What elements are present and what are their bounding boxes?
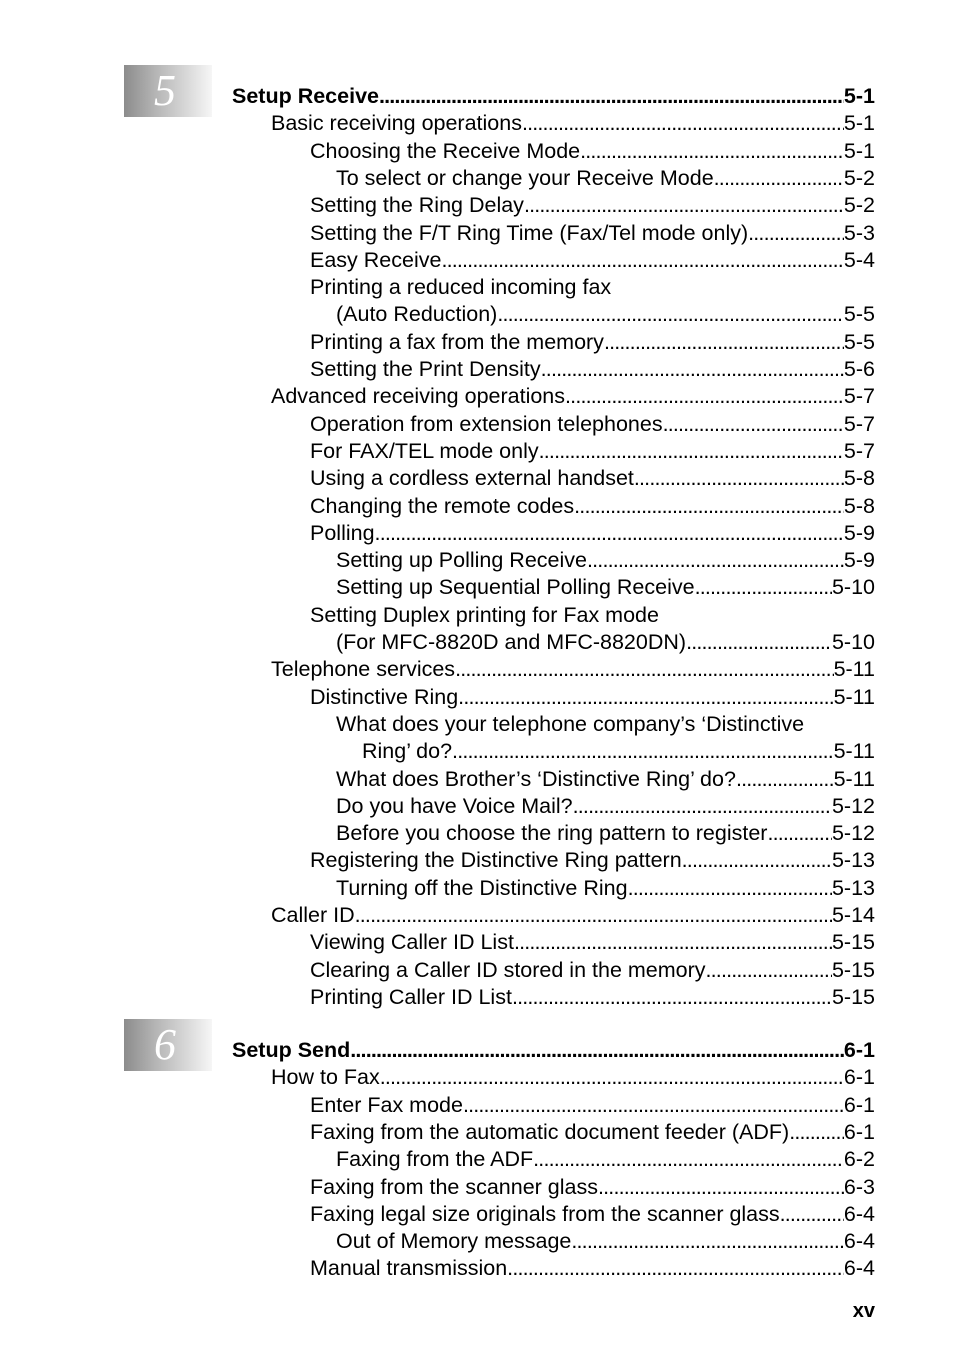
dot-leader: [452, 738, 834, 765]
dot-leader: [663, 411, 844, 438]
dot-leader: [780, 1201, 844, 1228]
toc-page-number: 5-4: [843, 247, 875, 272]
toc-entry-title: Turning off the Distinctive Ring: [336, 875, 628, 900]
toc-entry[interactable]: [310, 520, 875, 547]
toc-entry[interactable]: [271, 383, 875, 410]
toc-page-number: 5-8: [843, 493, 875, 518]
chapter-6-tab: [124, 1019, 212, 1071]
toc-entry-title: Viewing Caller ID List: [310, 930, 514, 955]
toc-entry[interactable]: [271, 110, 875, 137]
toc-entry-title: Enter Fax mode: [310, 1092, 463, 1117]
toc-page-number: 6-4: [843, 1229, 875, 1254]
toc-entry[interactable]: [310, 847, 875, 874]
toc-entry[interactable]: [336, 574, 875, 601]
toc-entry-title: Setting the Ring Delay: [310, 193, 524, 218]
toc-entry[interactable]: [310, 138, 875, 165]
toc-entry-title: Polling: [310, 520, 375, 545]
toc-entry[interactable]: [310, 1092, 875, 1119]
toc-entry[interactable]: [310, 684, 875, 711]
toc-entry-title: Manual transmission: [310, 1256, 508, 1281]
toc-entry[interactable]: [310, 220, 875, 247]
toc-entry-title: Easy Receive: [310, 247, 442, 272]
toc-page-number: 5-15: [831, 957, 875, 982]
toc-page-number: 5-2: [843, 165, 875, 190]
toc-page-number: 5-8: [843, 466, 875, 491]
toc-entry[interactable]: [310, 1119, 875, 1146]
toc-entry-title: What does your telephone company’s ‘Distinctive: [336, 711, 805, 736]
toc-entry-title: Setting up Sequential Polling Receive: [336, 575, 695, 600]
dot-leader: [522, 110, 844, 137]
toc-entry[interactable]: [336, 165, 875, 192]
toc-entry-title: For FAX/TEL mode only: [310, 438, 539, 463]
toc-entry-title: Do you have Voice Mail?: [336, 793, 573, 818]
dot-leader: [736, 766, 834, 793]
toc-entry-title: Changing the remote codes: [310, 493, 575, 518]
toc-entry[interactable]: [336, 547, 875, 574]
dot-leader: [379, 83, 844, 110]
toc-entry-title: Out of Memory message: [336, 1229, 572, 1254]
dot-leader: [463, 1092, 844, 1119]
toc-page-number: 5-2: [843, 193, 875, 218]
toc-chapter-heading[interactable]: [232, 1037, 875, 1064]
dot-leader: [541, 356, 844, 383]
toc-entry[interactable]: [310, 329, 875, 356]
toc-page-number: 6-2: [843, 1147, 875, 1172]
toc-page-number: 5-15: [831, 984, 875, 1009]
toc-entry-title: Faxing from the automatic document feeder (ADF): [310, 1119, 790, 1144]
dot-leader: [748, 220, 844, 247]
dot-leader: [695, 574, 832, 601]
toc-page-number: 6-1: [843, 1092, 875, 1117]
dot-leader: [565, 383, 844, 410]
toc-entry-title: Faxing from the ADF: [336, 1147, 534, 1172]
toc-page-number: 5-14: [831, 903, 875, 927]
dot-leader: [574, 493, 844, 520]
toc-entry[interactable]: [336, 766, 875, 793]
toc-page-number: 5-1: [843, 84, 875, 108]
toc-entry-title: Setting the Print Density: [310, 357, 541, 381]
dot-leader: [767, 820, 832, 847]
toc-entry[interactable]: [336, 301, 875, 328]
toc-entry-title: Faxing legal size originals from the scanner glass: [310, 1201, 780, 1226]
dot-leader: [587, 547, 844, 574]
toc-entry[interactable]: [310, 602, 659, 629]
toc-entry[interactable]: [336, 711, 804, 738]
dot-leader: [380, 1064, 844, 1091]
chapter-5-number: 5: [154, 66, 176, 115]
toc-entry[interactable]: [310, 957, 875, 984]
toc-page-number: 5-7: [843, 384, 875, 409]
toc-page-number: 5-13: [831, 848, 875, 873]
toc-entry[interactable]: [310, 493, 875, 520]
toc-entry-title: Setting the F/T Ring Time (Fax/Tel mode only): [310, 220, 749, 245]
toc-entry-title: Operation from extension telephones: [310, 411, 663, 436]
toc-entry-title: Setting up Polling Receive: [336, 548, 587, 573]
toc-page-number: 5-7: [843, 438, 875, 463]
toc-entry[interactable]: [336, 875, 875, 902]
toc-page-number: 6-3: [843, 1174, 875, 1199]
toc-page-number: 5-11: [833, 684, 875, 709]
toc-entry-title: What does Brother’s ‘Distinctive Ring’ do?: [336, 766, 736, 791]
toc-page-number: 5-5: [843, 329, 875, 354]
toc-entry[interactable]: [336, 629, 875, 656]
dot-leader: [598, 1174, 844, 1201]
toc-entry[interactable]: [310, 274, 611, 301]
toc-page-number: 5-9: [843, 520, 875, 545]
chapter-6-number: 6: [154, 1020, 176, 1069]
toc-entry-title: Distinctive Ring: [310, 684, 459, 709]
dot-leader: [458, 684, 833, 711]
toc-page-number: 5-12: [831, 793, 875, 818]
toc-entry-title: Clearing a Caller ID stored in the memory: [310, 957, 706, 982]
toc-entry[interactable]: [310, 247, 875, 274]
dot-leader: [539, 438, 844, 465]
toc-chapter-heading[interactable]: [232, 83, 875, 110]
dot-leader: [350, 1037, 844, 1064]
toc-entry-title: Setup Receive: [232, 84, 379, 108]
toc-entry-title: (For MFC-8820D and MFC-8820DN): [336, 630, 687, 654]
toc-page-number: 5-5: [843, 302, 875, 327]
toc-entry[interactable]: [362, 738, 875, 765]
dot-leader: [789, 1119, 844, 1146]
toc-entry[interactable]: [310, 356, 875, 383]
toc-entry[interactable]: [336, 1228, 875, 1255]
toc-entry-title: How to Fax: [271, 1065, 380, 1090]
toc-entry-title: Advanced receiving operations: [271, 384, 566, 409]
toc-entry[interactable]: [271, 902, 875, 929]
toc-entry[interactable]: [310, 465, 875, 492]
dot-leader: [634, 465, 844, 492]
dot-leader: [455, 656, 834, 683]
toc-entry-title: Setup Send: [232, 1038, 351, 1062]
toc-page-number: 5-1: [843, 111, 875, 136]
toc-page-number: 5-11: [833, 739, 875, 764]
toc-entry-title: Before you choose the ring pattern to register: [336, 821, 768, 846]
toc-page-number: 5-10: [831, 630, 875, 654]
toc-page-number: 5-7: [843, 411, 875, 436]
toc-page-number: 6-1: [843, 1119, 875, 1144]
dot-leader: [497, 301, 844, 328]
dot-leader: [706, 957, 832, 984]
toc-page-number: 6-4: [843, 1256, 875, 1281]
toc-entry-title: Setting Duplex printing for Fax mode: [310, 602, 659, 627]
toc-entry[interactable]: [336, 1146, 875, 1173]
dot-leader: [604, 329, 844, 356]
toc-entry[interactable]: [310, 984, 875, 1011]
toc-entry-title: Registering the Distinctive Ring pattern: [310, 848, 682, 873]
toc-entry-title: Caller ID: [271, 903, 355, 927]
toc-entry[interactable]: [310, 1174, 875, 1201]
toc-page-number: 5-1: [843, 138, 875, 163]
dot-leader: [686, 629, 832, 656]
toc-entry-title: Printing a reduced incoming fax: [310, 275, 612, 300]
toc-page-number: 5-13: [831, 875, 875, 900]
dot-leader: [628, 875, 832, 902]
dot-leader: [514, 929, 832, 956]
toc-entry[interactable]: [310, 1255, 875, 1282]
toc-entry-title: Ring’ do?: [362, 739, 453, 764]
toc-page-number: 5-15: [831, 930, 875, 955]
dot-leader: [512, 984, 832, 1011]
toc-page-number: 5-12: [831, 821, 875, 846]
dot-leader: [524, 192, 844, 219]
dot-leader: [375, 520, 844, 547]
toc-page-number: 5-9: [843, 548, 875, 573]
dot-leader: [507, 1255, 844, 1282]
dot-leader: [571, 1228, 844, 1255]
toc-entry[interactable]: [336, 793, 875, 820]
dot-leader: [355, 902, 832, 929]
toc-entry[interactable]: [310, 1201, 875, 1228]
dot-leader: [580, 138, 844, 165]
dot-leader: [573, 793, 832, 820]
toc-page-number: 5-11: [833, 766, 875, 791]
toc-page-number: 6-1: [843, 1065, 875, 1090]
toc-entry-title: Printing a fax from the memory: [310, 329, 604, 354]
chapter-5-tab: [124, 65, 212, 117]
toc-page-number: 5-11: [833, 657, 875, 682]
dot-leader: [682, 847, 832, 874]
toc-entry-title: Choosing the Receive Mode: [310, 138, 581, 163]
toc-entry[interactable]: [310, 411, 875, 438]
dot-leader: [441, 247, 843, 274]
page-number: xv: [852, 1300, 875, 1322]
toc-entry[interactable]: [310, 438, 875, 465]
toc-page-number: 6-1: [843, 1038, 875, 1062]
toc-page-number: 5-10: [831, 575, 875, 600]
toc-entry-title: Basic receiving operations: [271, 111, 522, 136]
toc-entry[interactable]: [336, 820, 875, 847]
dot-leader: [714, 165, 844, 192]
toc-entry-title: Telephone services: [271, 657, 456, 682]
toc-page-number: 5-3: [843, 220, 875, 245]
toc-entry[interactable]: [271, 656, 875, 683]
toc-page-number: 5-6: [843, 357, 875, 381]
toc-entry[interactable]: [310, 192, 875, 219]
toc-entry[interactable]: [271, 1064, 875, 1091]
toc-entry-title: Printing Caller ID List: [310, 984, 512, 1009]
toc-entry[interactable]: [310, 929, 875, 956]
dot-leader: [533, 1146, 844, 1173]
toc-entry-title: Using a cordless external handset: [310, 466, 634, 491]
toc-entry-title: To select or change your Receive Mode: [336, 165, 714, 190]
toc-entry-title: (Auto Reduction): [336, 302, 498, 327]
toc-entry-title: Faxing from the scanner glass: [310, 1174, 598, 1199]
toc-page-number: 6-4: [843, 1201, 875, 1226]
